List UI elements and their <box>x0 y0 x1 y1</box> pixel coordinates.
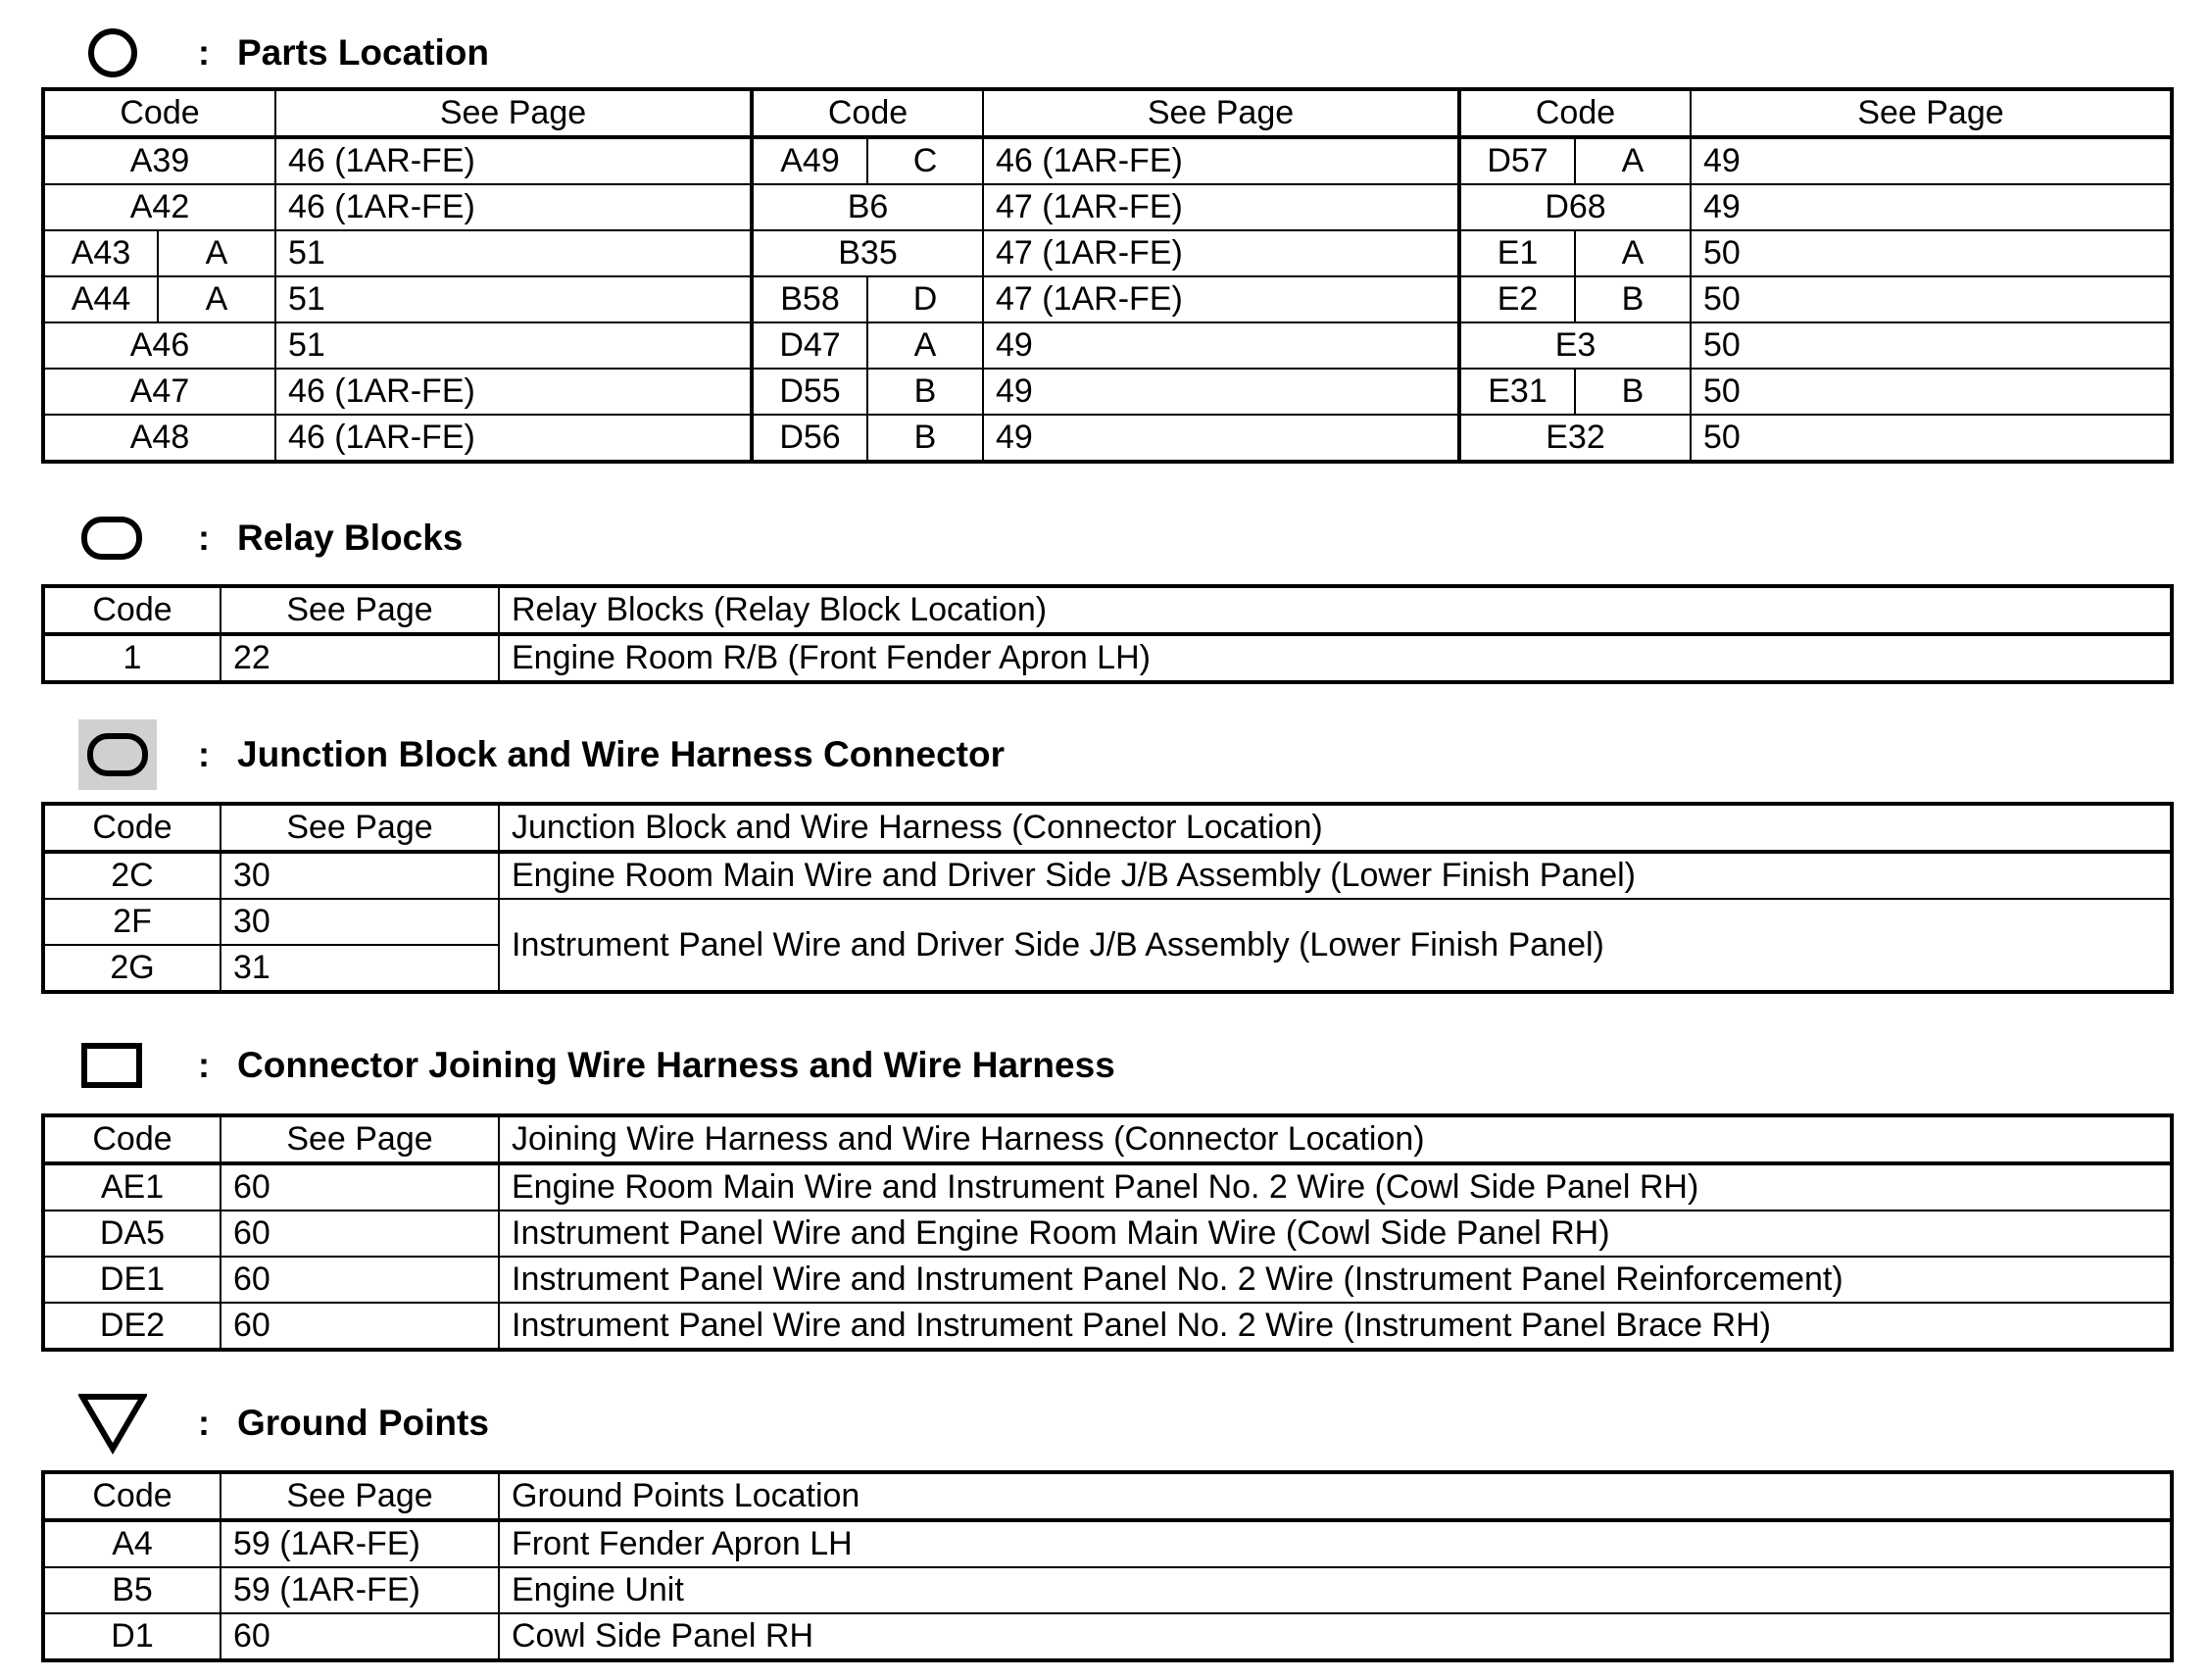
code-cell: E1 <box>1459 230 1575 276</box>
connector-letter-cell: A <box>158 276 275 322</box>
page-cell: 49 <box>1691 184 2171 230</box>
header-code: Code <box>44 587 221 634</box>
section-relay-blocks <box>78 504 2136 572</box>
code-cell: AE1 <box>44 1163 221 1211</box>
table-row <box>44 322 2171 369</box>
page-cell: 50 <box>1691 322 2171 369</box>
connector-letter-cell: D <box>867 276 983 322</box>
ground-points-table <box>43 1472 2172 1660</box>
section-ground-points <box>78 1389 2136 1458</box>
code-cell: D47 <box>752 322 867 369</box>
relay-blocks-table <box>43 586 2172 682</box>
circle-icon <box>78 19 147 87</box>
page-cell: 30 <box>221 899 499 945</box>
page-cell: 50 <box>1691 369 2171 415</box>
code-cell: 2C <box>44 852 221 899</box>
page-cell: 46 (1AR-FE) <box>275 369 752 415</box>
connector-letter-cell: B <box>1575 276 1691 322</box>
header-code: Code <box>44 90 275 137</box>
code-cell: E2 <box>1459 276 1575 322</box>
page-cell: 59 (1AR-FE) <box>221 1567 499 1613</box>
connector-joining-table <box>43 1115 2172 1350</box>
page-cell: 60 <box>221 1303 499 1349</box>
header-see-page: See Page <box>1691 90 2171 137</box>
code-cell: A48 <box>44 415 275 461</box>
description-cell: Instrument Panel Wire and Engine Room Main Wire (Cowl Side Panel RH) <box>499 1211 2171 1257</box>
table-row <box>44 1520 2171 1567</box>
connector-letter-cell: A <box>867 322 983 369</box>
page-cell: 47 (1AR-FE) <box>983 184 1459 230</box>
code-cell: 2G <box>44 945 221 991</box>
header-description: Junction Block and Wire Harness (Connector Location) <box>499 805 2171 852</box>
description-cell: Engine Room Main Wire and Driver Side J/B Assembly (Lower Finish Panel) <box>499 852 2171 899</box>
code-cell: A43 <box>44 230 158 276</box>
connector-letter-cell: B <box>1575 369 1691 415</box>
section-title: Connector Joining Wire Harness and Wire Harness <box>237 1045 1115 1085</box>
code-cell: E3 <box>1459 322 1691 369</box>
page-cell: 22 <box>221 634 499 681</box>
page-cell: 47 (1AR-FE) <box>983 276 1459 322</box>
page-cell: 51 <box>275 276 752 322</box>
page-cell: 49 <box>983 415 1459 461</box>
page-cell: 49 <box>1691 137 2171 184</box>
table-row <box>44 1567 2171 1613</box>
section-title: Parts Location <box>237 32 489 73</box>
code-cell: DA5 <box>44 1211 221 1257</box>
description-cell: Engine Room Main Wire and Instrument Panel No. 2 Wire (Cowl Side Panel RH) <box>499 1163 2171 1211</box>
code-cell: DE1 <box>44 1257 221 1303</box>
section-title: Relay Blocks <box>237 518 464 558</box>
page-cell: 49 <box>983 322 1459 369</box>
code-cell: 2F <box>44 899 221 945</box>
triangle-down-icon <box>78 1389 147 1458</box>
page-cell: 60 <box>221 1257 499 1303</box>
code-cell: B35 <box>752 230 983 276</box>
page-cell: 50 <box>1691 230 2171 276</box>
description-cell: Instrument Panel Wire and Instrument Panel No. 2 Wire (Instrument Panel Reinforcement) <box>499 1257 2171 1303</box>
section-colon: : <box>198 32 210 73</box>
code-cell: A46 <box>44 322 275 369</box>
code-cell: A42 <box>44 184 275 230</box>
code-cell: A47 <box>44 369 275 415</box>
code-cell: A44 <box>44 276 158 322</box>
page-cell: 30 <box>221 852 499 899</box>
page-cell: 49 <box>983 369 1459 415</box>
code-cell: B5 <box>44 1567 221 1613</box>
header-description: Relay Blocks (Relay Block Location) <box>499 587 2171 634</box>
table-row <box>44 415 2171 461</box>
rounded-rect-icon <box>78 504 147 572</box>
table-row <box>44 184 2171 230</box>
page-cell: 51 <box>275 322 752 369</box>
description-cell: Cowl Side Panel RH <box>499 1613 2171 1659</box>
code-cell: 1 <box>44 634 221 681</box>
table-row <box>44 1257 2171 1303</box>
junction-block-table <box>43 804 2172 992</box>
page-cell: 51 <box>275 230 752 276</box>
page-cell: 60 <box>221 1163 499 1211</box>
page-cell: 50 <box>1691 276 2171 322</box>
header-code: Code <box>44 1116 221 1163</box>
table-header-row <box>44 587 2171 634</box>
description-cell: Engine Room R/B (Front Fender Apron LH) <box>499 634 2171 681</box>
header-description: Ground Points Location <box>499 1473 2171 1520</box>
section-title: Ground Points <box>237 1403 489 1443</box>
page-cell: 31 <box>221 945 499 991</box>
code-cell: D57 <box>1459 137 1575 184</box>
header-description: Joining Wire Harness and Wire Harness (Connector Location) <box>499 1116 2171 1163</box>
description-cell: Instrument Panel Wire and Instrument Panel No. 2 Wire (Instrument Panel Brace RH) <box>499 1303 2171 1349</box>
header-code: Code <box>44 805 221 852</box>
table-row <box>44 1211 2171 1257</box>
section-colon: : <box>198 518 210 558</box>
connector-letter-cell: A <box>1575 137 1691 184</box>
code-cell: DE2 <box>44 1303 221 1349</box>
page-cell: 50 <box>1691 415 2171 461</box>
section-title: Junction Block and Wire Harness Connector <box>237 734 1005 774</box>
table-row <box>44 369 2171 415</box>
code-cell: D56 <box>752 415 867 461</box>
page-cell: 46 (1AR-FE) <box>983 137 1459 184</box>
code-cell: B58 <box>752 276 867 322</box>
table-row <box>44 137 2171 184</box>
shaded-rounded-rect-icon <box>78 719 157 790</box>
code-cell: D55 <box>752 369 867 415</box>
section-colon: : <box>198 1045 210 1085</box>
section-connector-joining <box>78 1031 2136 1100</box>
description-cell: Engine Unit <box>499 1567 2171 1613</box>
header-see-page: See Page <box>221 805 499 852</box>
section-colon: : <box>198 1403 210 1443</box>
section-parts-location <box>78 19 2136 87</box>
table-header-row <box>44 1116 2171 1163</box>
connector-letter-cell: B <box>867 415 983 461</box>
code-cell: E31 <box>1459 369 1575 415</box>
header-code: Code <box>1459 90 1691 137</box>
page-cell: 59 (1AR-FE) <box>221 1520 499 1567</box>
code-cell: A39 <box>44 137 275 184</box>
description-cell: Front Fender Apron LH <box>499 1520 2171 1567</box>
code-cell: A49 <box>752 137 867 184</box>
header-code: Code <box>752 90 983 137</box>
header-code: Code <box>44 1473 221 1520</box>
page-cell: 60 <box>221 1211 499 1257</box>
table-row <box>44 1163 2171 1211</box>
header-see-page: See Page <box>221 1116 499 1163</box>
page-cell: 47 (1AR-FE) <box>983 230 1459 276</box>
page-cell: 46 (1AR-FE) <box>275 184 752 230</box>
page-cell: 46 (1AR-FE) <box>275 137 752 184</box>
parts-location-table <box>43 89 2172 462</box>
header-see-page: See Page <box>275 90 752 137</box>
connector-letter-cell: A <box>158 230 275 276</box>
table-row <box>44 852 2171 899</box>
connector-letter-cell: A <box>1575 230 1691 276</box>
table-row <box>44 1613 2171 1659</box>
page-cell: 46 (1AR-FE) <box>275 415 752 461</box>
section-colon: : <box>198 734 210 774</box>
page-cell: 60 <box>221 1613 499 1659</box>
table-row <box>44 230 2171 276</box>
header-see-page: See Page <box>221 1473 499 1520</box>
header-see-page: See Page <box>983 90 1459 137</box>
section-junction-block <box>78 720 2136 789</box>
table-header-row <box>44 805 2171 852</box>
code-cell: A4 <box>44 1520 221 1567</box>
table-row <box>44 276 2171 322</box>
connector-letter-cell: C <box>867 137 983 184</box>
code-cell: E32 <box>1459 415 1691 461</box>
description-cell: Instrument Panel Wire and Driver Side J/B Assembly (Lower Finish Panel) <box>499 899 2171 991</box>
table-header-row <box>44 90 2171 137</box>
table-row <box>44 899 2171 945</box>
connector-letter-cell: B <box>867 369 983 415</box>
header-see-page: See Page <box>221 587 499 634</box>
code-cell: B6 <box>752 184 983 230</box>
table-row <box>44 1303 2171 1349</box>
table-header-row <box>44 1473 2171 1520</box>
square-icon <box>78 1031 147 1100</box>
table-row <box>44 634 2171 681</box>
code-cell: D68 <box>1459 184 1691 230</box>
code-cell: D1 <box>44 1613 221 1659</box>
